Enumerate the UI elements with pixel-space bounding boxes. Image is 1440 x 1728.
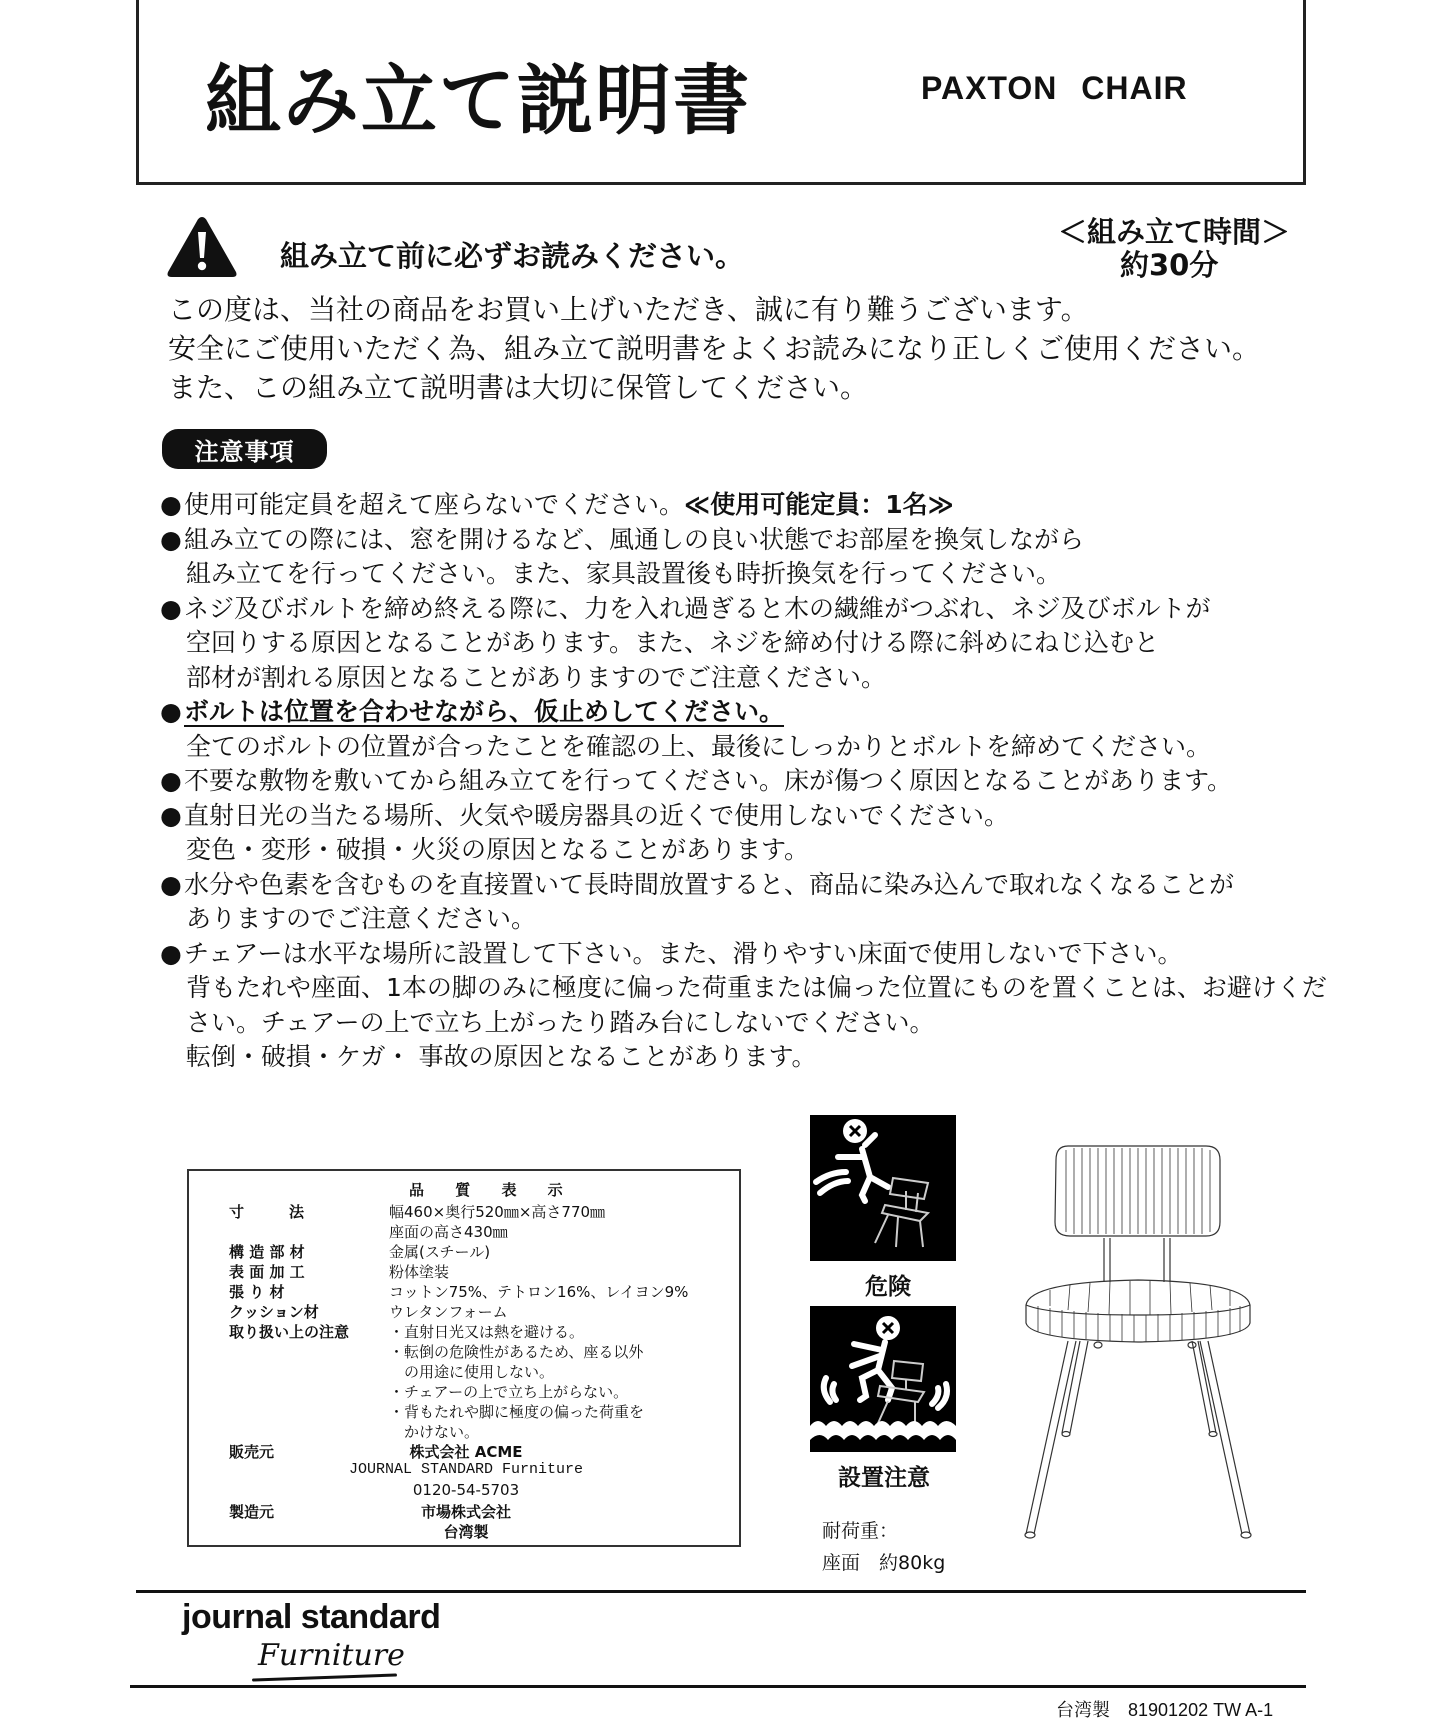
chair-line-drawing — [1010, 1140, 1280, 1560]
caution-item: ●チェアーは水平な場所に設置して下さい。また、滑りやすい床面で使用しないで下さい。 背もたれや座面、1本の脚のみに極度に偏った荷重または偏った位置にものを置くことは、お避けくだ さい。チェアーの上で立ち上がったり踏み台にしないでください。 転倒・破損・ケガ・ 事故の原因となることがあります。 — [160, 938, 1327, 1071]
assembly-time — [1058, 216, 1308, 282]
warning-triangle-icon — [165, 214, 239, 280]
caution-item: ●直射日光の当たる場所、火気や暖房器具の近くで使用しないでください。 変色・変形・破損・火災の原因となることがあります。 — [160, 800, 1010, 864]
caution-item: ●使用可能定員を超えて座らないでください。≪使用可能定員：1名≫ — [160, 488, 1300, 523]
capacity-note: ≪使用可能定員：1名≫ — [684, 490, 954, 519]
document-title: 組み立て説明書 — [205, 56, 751, 145]
bullet-icon: ● — [160, 869, 182, 899]
product-name: PAXTON CHAIR — [921, 70, 1188, 106]
brand-logo-text: journal standard — [182, 1598, 441, 1636]
intro-line: 安全にご使用いただく為、組み立て説明書をよくお読みになり正しくご使用ください。 — [168, 332, 1261, 365]
bullet-icon: ● — [160, 697, 182, 726]
bullet-icon: ● — [160, 938, 182, 968]
assembly-time-label: ＜組み立て時間＞ — [1058, 215, 1291, 249]
bullet-icon: ● — [160, 490, 182, 519]
danger-label: 危険 — [865, 1274, 911, 1300]
brand-logo-underline — [252, 1673, 397, 1681]
caution-item: ●水分や色素を含むものを直接置いて長時間放置すると、商品に染み込んで取れなくなることが ありますのでご注意ください。 — [160, 869, 1235, 933]
intro-text — [168, 290, 1260, 407]
emphasis-text: ボルトは位置を合わせながら、仮止めしてください。 — [184, 697, 785, 726]
footer-top-rule — [136, 1590, 1306, 1593]
load-capacity-seat: 座面 約80kg — [822, 1552, 946, 1574]
bullet-icon: ● — [160, 800, 182, 830]
caution-item: ●ボルトは位置を合わせながら、仮止めしてください。 全てのボルトの位置が合ったことを確認の上、最後にしっかりとボルトを締めてください。 — [160, 697, 1212, 761]
caution-list — [160, 488, 1327, 1075]
caution-item: ●組み立ての際には、窓を開けるなど、風通しの良い状態でお部屋を換気しながら 組み立てを行ってください。また、家具設置後も時折換気を行ってください。 — [160, 524, 1085, 588]
caution-item: ●不要な敷物を敷いてから組み立てを行ってください。床が傷つく原因となることがあります。 — [160, 764, 1300, 799]
seller-brand: JOURNAL STANDARD Furniture — [348, 1461, 584, 1478]
bullet-icon: ● — [160, 524, 182, 554]
installation-caution-label: 設置注意 — [838, 1465, 930, 1491]
intro-line: この度は、当社の商品をお買い上げいただき、誠に有り難うございます。 — [168, 293, 1089, 326]
load-capacity — [822, 1515, 945, 1579]
maker-name: 市場株式会社 — [420, 1503, 511, 1521]
unstable-floor-chair-icon — [810, 1306, 956, 1452]
title-box — [136, 0, 1306, 185]
product-code: 台湾製 81901202 TW A-1 — [1056, 1700, 1274, 1720]
maker-origin: 台湾製 — [443, 1523, 489, 1541]
falling-person-chair-icon — [810, 1115, 956, 1261]
caution-item: ●ネジ及びボルトを締め終える際に、力を入れ過ぎると木の繊維がつぶれ、ネジ及びボルトが 空回りする原因となることがあります。また、ネジを締め付ける際に斜めにねじ込むと 部材が割れる原因となることがありますのでご注意ください。 — [160, 593, 1211, 692]
quality-label-box: 品 質 表 示 寸 法 幅460×奥行520㎜×高さ770㎜ 座面の高さ430㎜ 構 造 部 材 金属(スチール) 表 面 加 工 粉体塗装 張 り 材 コットン75%、テトロン16%、レイヨン9% クッション材 ウレタンフォーム 取り扱い上の注意 ・直射日光又は熱を避ける。 ・転倒の危険性があるため、座る以外 の用途に使用しない。 ・チェアーの上で立ち上がらない。 ・背もたれや脚に極度の偏った荷重を かけない。 販売元 株式会社 ACME JOURNAL STANDARD Furniture 0120-54-5703 製造元 市場株式会社 台湾製 — [187, 1169, 741, 1547]
bullet-icon: ● — [160, 593, 182, 623]
caution-badge: 注意事項 — [162, 429, 327, 469]
brand-logo-subtext: Furniture — [258, 1638, 405, 1673]
seller-name: 株式会社 ACME — [409, 1443, 523, 1461]
footer-bottom-rule — [130, 1685, 1306, 1688]
quality-title: 品 質 表 示 — [409, 1181, 576, 1199]
assembly-time-value: 約30分 — [1120, 248, 1219, 282]
load-capacity-label: 耐荷重： — [822, 1520, 899, 1542]
bullet-icon: ● — [160, 766, 182, 795]
warning-heading: 組み立て前に必ずお読みください。 — [280, 239, 745, 273]
seller-phone: 0120-54-5703 — [412, 1481, 520, 1499]
intro-line: また、この組み立て説明書は大切に保管してください。 — [168, 371, 869, 404]
